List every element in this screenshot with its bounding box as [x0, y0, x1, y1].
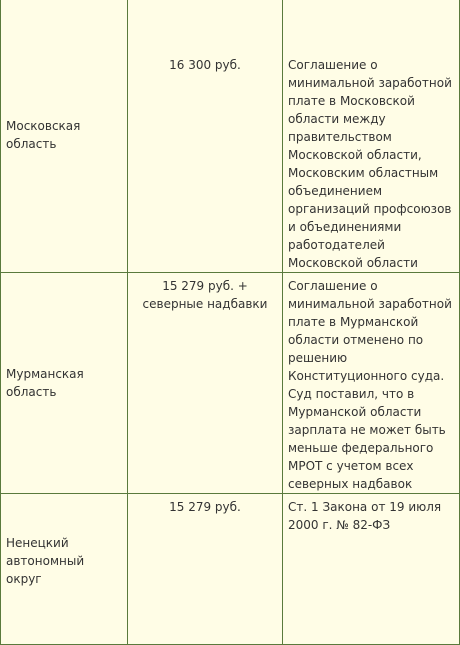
table-row	[1, 0, 460, 273]
region-cell: Мурманская область	[1, 273, 128, 494]
legal-basis-cell: Ст. 1 Закона от 19 июля 2000 г. № 82-ФЗ	[283, 494, 460, 645]
region-cell: Ненецкий автономный округ	[1, 494, 128, 645]
region-cell: Московская область	[1, 0, 128, 273]
amount-cell: 16 300 руб.	[128, 0, 283, 273]
legal-basis-cell: Соглашение о минимальной заработной плате в Московской области между правительством Московской области, Московским областным объединением организаций профсоюзов и объединениями работодателей Московской области	[283, 0, 460, 273]
legal-basis-cell: Соглашение о минимальной заработной плате в Мурманской области отменено по решению Конституционного суда. Суд поставил, что в Мурманской области зарплата не может быть меньше федерального МРОТ с учетом всех северных надбавок	[283, 273, 460, 494]
amount-cell: 15 279 руб. + северные надбавки	[128, 273, 283, 494]
table-row	[1, 273, 460, 494]
amount-cell: 15 279 руб.	[128, 494, 283, 645]
table-row	[1, 494, 460, 645]
